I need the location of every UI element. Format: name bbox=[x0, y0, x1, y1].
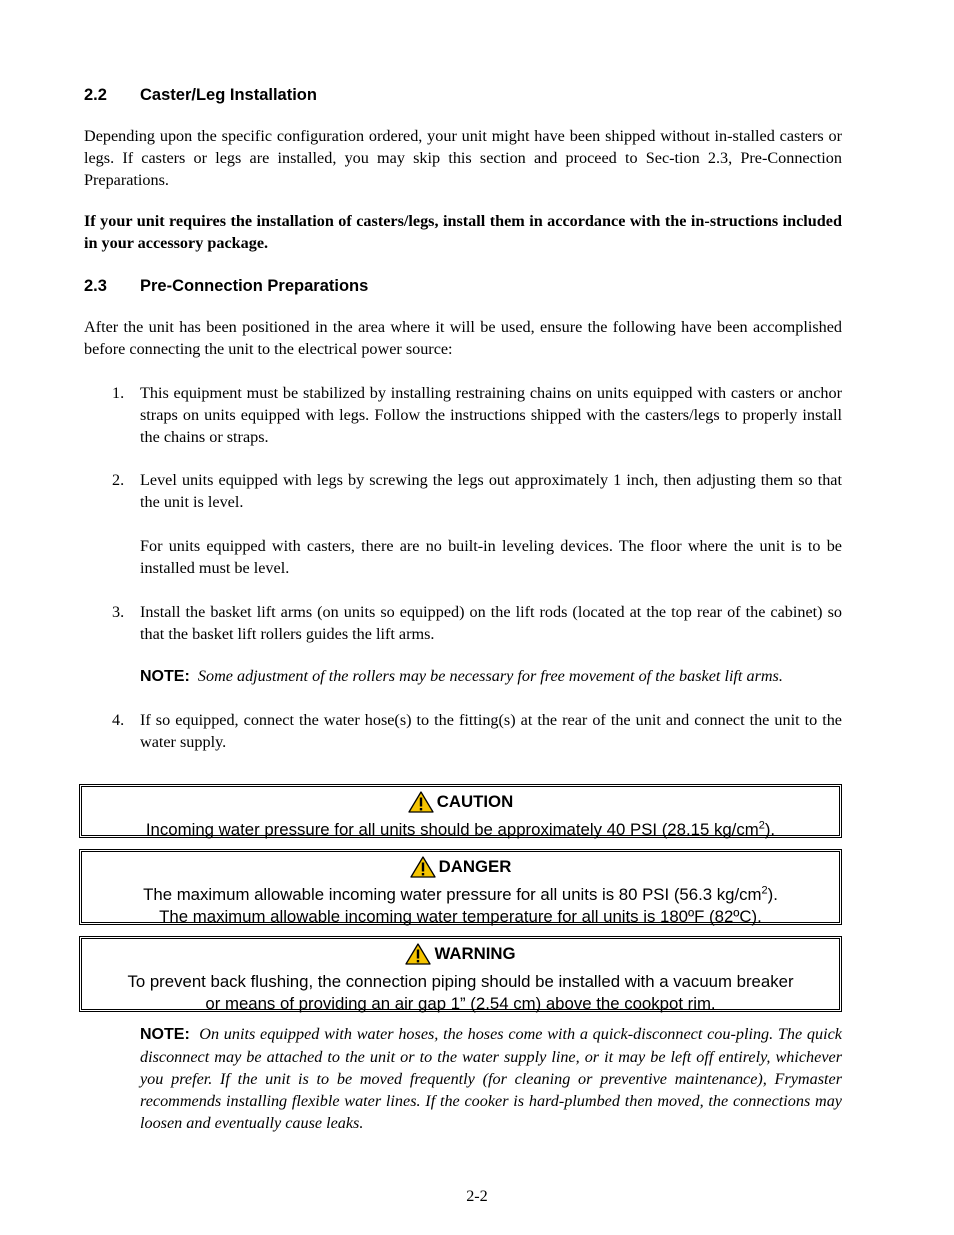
warning-triangle-icon bbox=[410, 856, 436, 878]
warning-title-text: WARNING bbox=[434, 944, 516, 963]
warning-triangle-icon bbox=[405, 943, 431, 965]
caution-title bbox=[408, 791, 513, 813]
section-2-3-heading bbox=[84, 275, 842, 297]
section-number: 2.2 bbox=[84, 86, 107, 104]
item-note bbox=[140, 665, 842, 688]
list-number: 1. bbox=[112, 384, 125, 402]
list-item-text: Install the basket lift arms (on units so equipped) on the lift rods (located at the top rear of the cabinet) so that the basket lift rollers guides the lift arms. bbox=[140, 603, 842, 643]
final-note-paragraph bbox=[140, 1023, 842, 1134]
section-title: Pre-Connection Preparations bbox=[140, 277, 369, 295]
list-item-text: Level units equipped with legs by screwing the legs out approximately 1 inch, then adjusting them so that the unit is level. bbox=[140, 471, 842, 511]
note-text: Some adjustment of the rollers may be necessary for free movement of the basket lift arms. bbox=[197, 667, 783, 685]
caster-instructions-paragraph: If your unit requires the installation of casters/legs, install them in accordance with the in-structions included in your accessory package. bbox=[84, 212, 842, 252]
warning-line-2: or means of providing an air gap 1” (2.54 cm) above the cookpot rim. bbox=[205, 994, 716, 1013]
list-number: 3. bbox=[112, 603, 125, 621]
section-2-2-heading bbox=[84, 84, 842, 106]
danger-title bbox=[410, 856, 512, 878]
caution-line: Incoming water pressure for all units should be approximately 40 PSI (28.15 kg/cm bbox=[145, 820, 759, 839]
list-number: 2. bbox=[112, 471, 125, 489]
caution-tail: ). bbox=[764, 820, 776, 839]
warning-line-1: To prevent back flushing, the connection piping should be installed with a vacuum breaker bbox=[127, 972, 794, 991]
danger-tail: ). bbox=[767, 885, 778, 904]
caster-intro-paragraph: Depending upon the specific configuration ordered, your unit might have been shipped without in-stalled casters or legs. If casters or legs are installed, you may skip this section and proceed to Sec-tion 2.3, Pre-Connection Preparations. bbox=[84, 127, 842, 189]
warning-title bbox=[405, 943, 515, 965]
caution-text bbox=[82, 819, 839, 841]
caution-title-text: CAUTION bbox=[436, 792, 514, 811]
final-note bbox=[140, 1023, 842, 1134]
warning-box bbox=[79, 936, 842, 1012]
note-text: On units equipped with water hoses, the hoses come with a quick-disconnect cou-pling. The quick disconnect may be attached to the unit or to the water supply line, or it may be left off entirely, whichever you prefer. If the unit is to be moved frequently (for cleaning or preventive maintenance), Frymaster recommends installing flexible water lines. If the cooker is hard-plumbed then moved, the connections may loosen and eventually cause leaks. bbox=[140, 1025, 842, 1132]
list-item-text-continued: For units equipped with casters, there are no built-in leveling devices. The floor where the unit is to be installed must be level. bbox=[140, 537, 842, 577]
page-number: 2-2 bbox=[466, 1187, 488, 1205]
caution-box bbox=[79, 784, 842, 838]
danger-line: The maximum allowable incoming water pressure for all units is 80 PSI (56.3 kg/cm bbox=[143, 885, 762, 904]
list-item bbox=[84, 709, 842, 753]
page-content bbox=[84, 84, 842, 753]
note-label: NOTE: bbox=[140, 668, 190, 685]
note-label: NOTE: bbox=[140, 1026, 190, 1043]
list-item-text: If so equipped, connect the water hose(s) to the fitting(s) at the rear of the unit and connect the unit to the water supply. bbox=[140, 711, 842, 751]
section-number: 2.3 bbox=[84, 277, 107, 295]
danger-line-2: The maximum allowable incoming water temperature for all units is 180ºF (82ºC). bbox=[159, 907, 762, 926]
list-item bbox=[84, 601, 842, 688]
list-item bbox=[84, 382, 842, 448]
danger-title-text: DANGER bbox=[438, 857, 512, 876]
list-item-text: This equipment must be stabilized by installing restraining chains on units equipped with casters or anchor straps on units equipped with legs. Follow the instructions shipped with the casters/legs to properly install the chains or straps. bbox=[140, 384, 842, 446]
superscript: 2 bbox=[761, 884, 768, 897]
warning-triangle-icon bbox=[408, 791, 434, 813]
list-number: 4. bbox=[112, 711, 125, 729]
list-item bbox=[84, 469, 842, 579]
danger-line-1 bbox=[82, 884, 839, 906]
pre-connection-intro: After the unit has been positioned in the area where it will be used, ensure the following have been accomplished before connecting the unit to the electrical power source: bbox=[84, 318, 842, 358]
section-title: Caster/Leg Installation bbox=[140, 86, 317, 104]
superscript: 2 bbox=[758, 819, 765, 832]
danger-box bbox=[79, 849, 842, 925]
